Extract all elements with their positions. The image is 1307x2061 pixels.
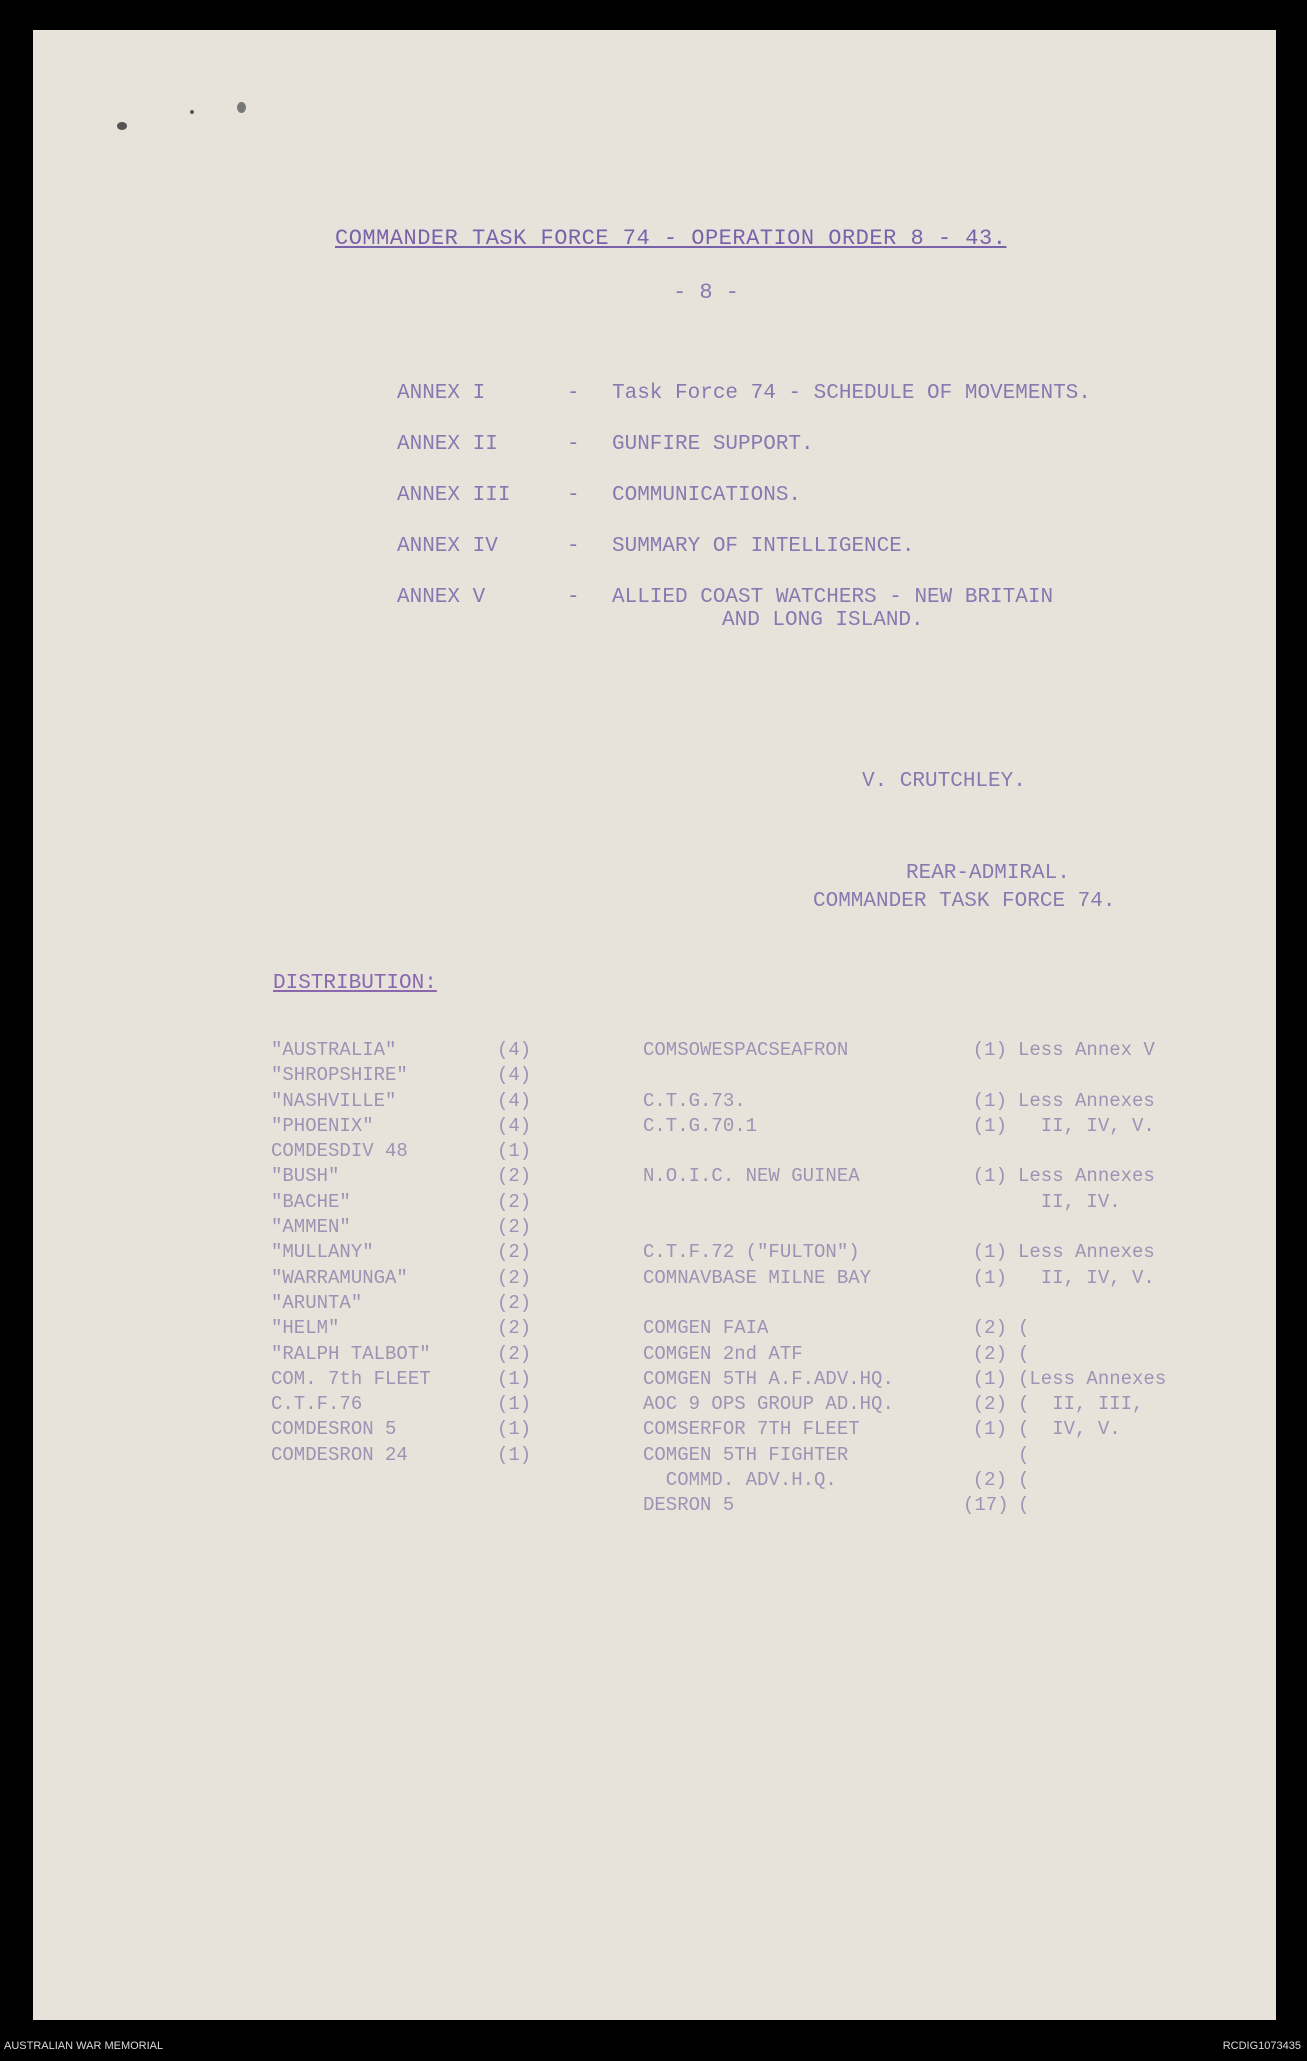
annex-label: ANNEX IV [397,535,498,558]
annex-row [397,535,914,558]
annex-dash: - [567,433,580,456]
annex-label: ANNEX II [397,433,498,456]
footer-id: RCDIG1073435 [1222,2040,1301,2052]
annex-dash: - [567,382,580,405]
annex-dash: - [567,535,580,558]
distribution-right-names: COMSOWESPACSEAFRON C.T.G.73. C.T.G.70.1 N.O.I.C. NEW GUINEA C.T.F.72 ("FULTON") COMNAVBASE MILNE BAY COMGEN FAIA COMGEN 2nd ATF COMGEN 5TH A.F.ADV.HQ. AOC 9 OPS GROUP AD.HQ. COMSERFOR 7TH FLEET COMGEN 5TH FIGHTER COMMD. ADV.H.Q. DESRON 5 [643,1039,894,1517]
footer-source: AUSTRALIAN WAR MEMORIAL [4,2040,164,2052]
annex-description: GUNFIRE SUPPORT. [612,433,814,456]
punch-hole-mark [237,102,246,113]
annex-description [612,586,1053,632]
signature-rank: REAR-ADMIRAL. [906,862,1070,885]
annex-description: Task Force 74 - SCHEDULE OF MOVEMENTS. [612,382,1091,405]
annex-row [397,484,801,507]
distribution-heading: DISTRIBUTION: [273,972,437,995]
signature-position: COMMANDER TASK FORCE 74. [813,890,1116,913]
punch-hole-mark [117,122,127,130]
distribution-right-counts: (1) (1) (1) (1) (1) (1) (2) (2) (1) (2) (1) (2) (17) [963,1039,1009,1517]
distribution-notes: Less Annex V Less Annexes II, IV, V. Less Annexes II, IV. Less Annexes II, IV, V. ( ( (Less Annexes ( II, III, ( IV, V. ( ( ( [1018,1039,1167,1517]
annex-row [397,433,814,456]
distribution-left-counts: (4) (4) (4) (4) (1) (2) (2) (2) (2) (2) (2) (2) (2) (1) (1) (1) (1) [497,1039,532,1466]
document-page [33,30,1276,2020]
document-title: COMMANDER TASK FORCE 74 - OPERATION ORDER 8 - 43. [335,226,1007,251]
annex-description-line: ALLIED COAST WATCHERS - NEW BRITAIN [612,586,1054,609]
annex-description: SUMMARY OF INTELLIGENCE. [612,535,915,558]
annex-description-line: AND LONG ISLAND. [722,609,924,632]
annex-row [397,586,1053,632]
annex-dash: - [567,586,580,609]
distribution-left-names: "AUSTRALIA" "SHROPSHIRE" "NASHVILLE" "PHOENIX" COMDESDIV 48 "BUSH" "BACHE" "AMMEN" "MULLANY" "WARRAMUNGA" "ARUNTA" "HELM" "RALPH TALBOT" COM. 7th FLEET C.T.F.76 COMDESRON 5 COMDESRON 24 [271,1039,431,1466]
page-number: - 8 - [673,280,740,305]
annex-row [397,382,1091,405]
annex-description: COMMUNICATIONS. [612,484,802,507]
annex-label: ANNEX V [397,586,486,609]
annex-label: ANNEX I [397,382,486,405]
punch-hole-mark [190,110,194,114]
annex-label: ANNEX III [397,484,511,507]
annex-dash: - [567,484,580,507]
signature-name: V. CRUTCHLEY. [862,770,1026,793]
archive-footer [0,2020,1307,2061]
